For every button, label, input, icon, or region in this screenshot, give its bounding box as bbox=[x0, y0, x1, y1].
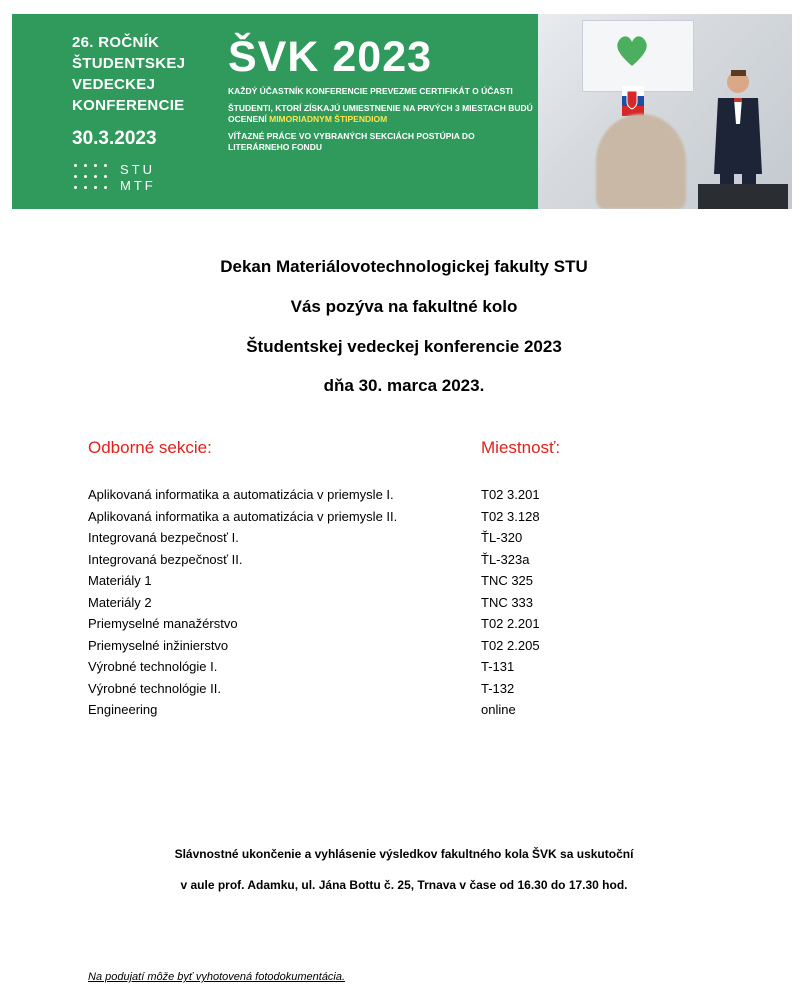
banner-photo bbox=[538, 14, 792, 209]
stu-mtf-logo bbox=[74, 162, 174, 196]
section-room: ŤL-320 bbox=[481, 530, 523, 545]
closing-ceremony-text: Slávnostné ukončenie a vyhlásenie výsledkov fakultného kola ŠVK sa uskutoční bbox=[174, 847, 634, 861]
banner-info-literary-fund: VÍŤAZNÉ PRÁCE VO VYBRANÝCH SEKCIÁCH POSTÚPIA DO LITERÁRNEHO FONDU bbox=[228, 130, 475, 152]
section-room: T02 2.201 bbox=[481, 616, 540, 631]
banner-info-scholarship-highlight: MIMORIADNYM ŠTIPENDIOM bbox=[269, 114, 388, 124]
invitation-conference: Študentskej vedeckej konferencie 2023 bbox=[246, 337, 562, 356]
laptop-shape bbox=[698, 184, 788, 209]
mtf-logo-line: MTF bbox=[120, 178, 156, 193]
section-name: Priemyselné manažérstvo bbox=[88, 616, 238, 631]
banner-edition-line: KONFERENCIE bbox=[72, 97, 185, 114]
section-name: Engineering bbox=[88, 702, 158, 717]
section-name: Integrovaná bezpečnosť I. bbox=[88, 530, 239, 545]
section-room: T-132 bbox=[481, 681, 515, 696]
section-name: Výrobné technológie I. bbox=[88, 659, 218, 674]
stu-logo-line: STU bbox=[120, 162, 155, 177]
section-room: T02 3.201 bbox=[481, 487, 540, 502]
section-name: Integrovaná bezpečnosť II. bbox=[88, 552, 243, 567]
banner-title: ŠVK 2023 bbox=[228, 33, 433, 81]
section-name: Materiály 2 bbox=[88, 595, 152, 610]
section-room: T-131 bbox=[481, 659, 515, 674]
section-room: online bbox=[481, 702, 516, 717]
banner-edition-line: ŠTUDENTSKEJ bbox=[72, 55, 186, 72]
banner-info-certificate: KAŽDÝ ÚČASTNÍK KONFERENCIE PREVEZME CERTIFIKÁT O ÚČASTI bbox=[228, 86, 513, 96]
banner-edition-line: VEDECKEJ bbox=[72, 76, 156, 93]
sections-header: Odborné sekcie: bbox=[88, 438, 212, 457]
stu-dots-icon bbox=[74, 162, 114, 194]
invitation-dean: Dekan Materiálovotechnologickej fakulty STU bbox=[220, 257, 588, 276]
stu-logo-text bbox=[120, 162, 156, 194]
banner-date: 30.3.2023 bbox=[72, 128, 157, 149]
banner-info-scholarship bbox=[228, 103, 538, 126]
section-room: T02 3.128 bbox=[481, 509, 540, 524]
banner-info-scholarship-text: ŠTUDENTI, KTORÍ ZÍSKAJÚ UMIESTNENIE NA PRVÝCH 3 MIESTACH BUDÚ OCENENÍ bbox=[228, 102, 533, 124]
section-room: T02 2.205 bbox=[481, 638, 540, 653]
banner-edition-line: 26. ROČNÍK bbox=[72, 34, 160, 51]
section-name: Výrobné technológie II. bbox=[88, 681, 221, 696]
section-room: TNC 325 bbox=[481, 573, 534, 588]
slovak-flag-icon bbox=[622, 86, 644, 116]
section-name: Aplikovaná informatika a automatizácia v priemysle II. bbox=[88, 509, 398, 524]
section-name: Aplikovaná informatika a automatizácia v priemysle I. bbox=[88, 487, 394, 502]
banner-info-block bbox=[228, 34, 538, 159]
section-name: Materiály 1 bbox=[88, 573, 152, 588]
invitation-date: dňa 30. marca 2023. bbox=[323, 376, 485, 395]
invitation-line: Vás pozýva na fakultné kolo bbox=[290, 297, 518, 316]
photo-documentation-note: Na podujatí môže byť vyhotovená fotodokumentácia. bbox=[88, 971, 346, 983]
rooms-header: Miestnosť: bbox=[481, 438, 561, 457]
banner-edition-block bbox=[72, 32, 185, 116]
section-room: ŤL-323a bbox=[481, 552, 530, 567]
audience-member-blurred bbox=[596, 114, 686, 209]
section-name: Priemyselné inžinierstvo bbox=[88, 638, 229, 653]
closing-venue-text: v aule prof. Adamku, ul. Jána Bottu č. 25, Trnava v čase od 16.30 do 17.30 hod. bbox=[180, 878, 628, 892]
conference-banner bbox=[12, 14, 792, 209]
section-room: TNC 333 bbox=[481, 595, 534, 610]
heart-icon bbox=[612, 30, 652, 70]
